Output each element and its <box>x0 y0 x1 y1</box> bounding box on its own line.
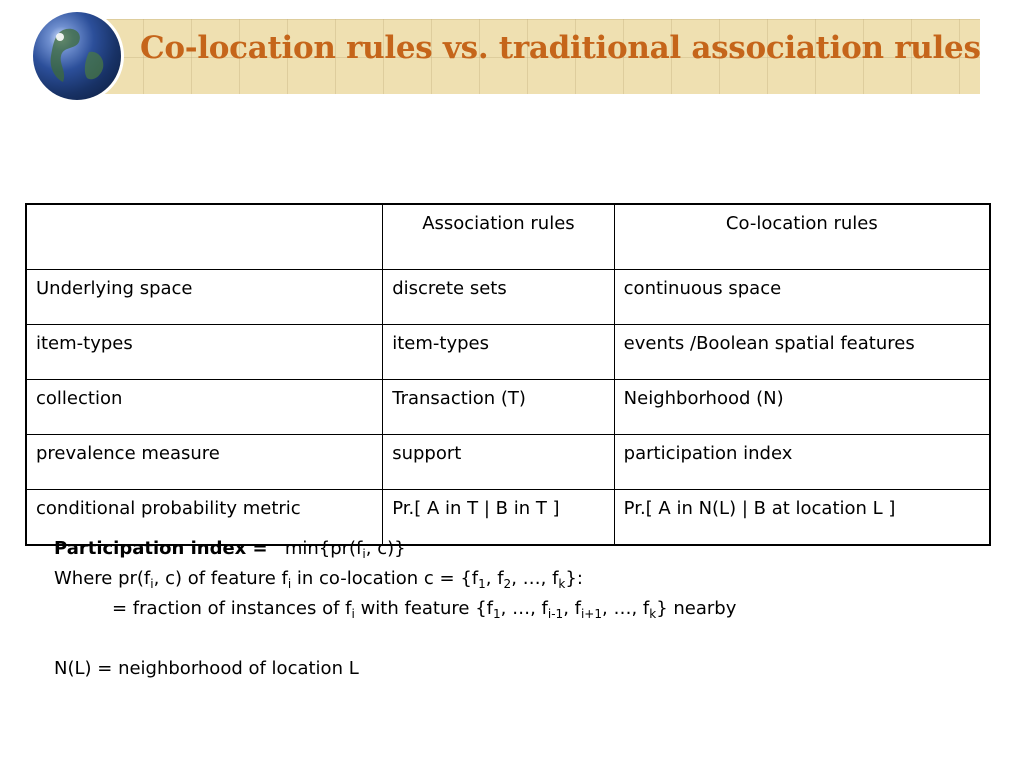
table-row <box>26 380 990 435</box>
header-cell-colocation: Co-location rules <box>614 204 990 270</box>
slide-title: Co-location rules vs. traditional association rules <box>140 30 981 66</box>
association-cell: item-types <box>383 325 614 380</box>
colocation-cell: events /Boolean spatial features <box>614 325 990 380</box>
participation-index-label: Participation index = <box>54 538 268 559</box>
colocation-cell: continuous space <box>614 270 990 325</box>
globe-icon <box>33 12 121 100</box>
header-cell-empty <box>26 204 383 270</box>
row-label: item-types <box>26 325 383 380</box>
participation-index-definition: Participation index = $\min\{pr(f_i$, c)} <box>54 538 406 561</box>
pr-definition-line: Where $pr(f_i$, c) of feature $f_i$ in co-location $c = \{f_1$, $f_2$, …, $f_k$}: <box>54 568 583 591</box>
association-cell: Pr.[ A in T | B in T ] <box>383 490 614 546</box>
spacer <box>54 624 994 654</box>
table-row <box>26 435 990 490</box>
row-label: collection <box>26 380 383 435</box>
fraction-definition-line: = fraction of instances of $f_i$ with feature {$f_1$, …, $f_{i-1}$, $f_{i+1}$, …, $f_k$} nearby <box>112 598 737 621</box>
colocation-cell: participation index <box>614 435 990 490</box>
association-cell: discrete sets <box>383 270 614 325</box>
header-cell-association: Association rules <box>383 204 614 270</box>
table-header-row <box>26 204 990 270</box>
colocation-cell: Neighborhood (N) <box>614 380 990 435</box>
comparison-table <box>25 203 991 546</box>
notes-block <box>54 534 994 684</box>
row-label: conditional probability metric <box>26 490 383 546</box>
table-row <box>26 325 990 380</box>
row-label: prevalence measure <box>26 435 383 490</box>
table-row <box>26 270 990 325</box>
association-cell: Transaction (T) <box>383 380 614 435</box>
neighborhood-definition-line: N(L) = neighborhood of location L <box>54 658 359 679</box>
colocation-cell: Pr.[ A in N(L) | B at location L ] <box>614 490 990 546</box>
row-label: Underlying space <box>26 270 383 325</box>
association-cell: support <box>383 435 614 490</box>
